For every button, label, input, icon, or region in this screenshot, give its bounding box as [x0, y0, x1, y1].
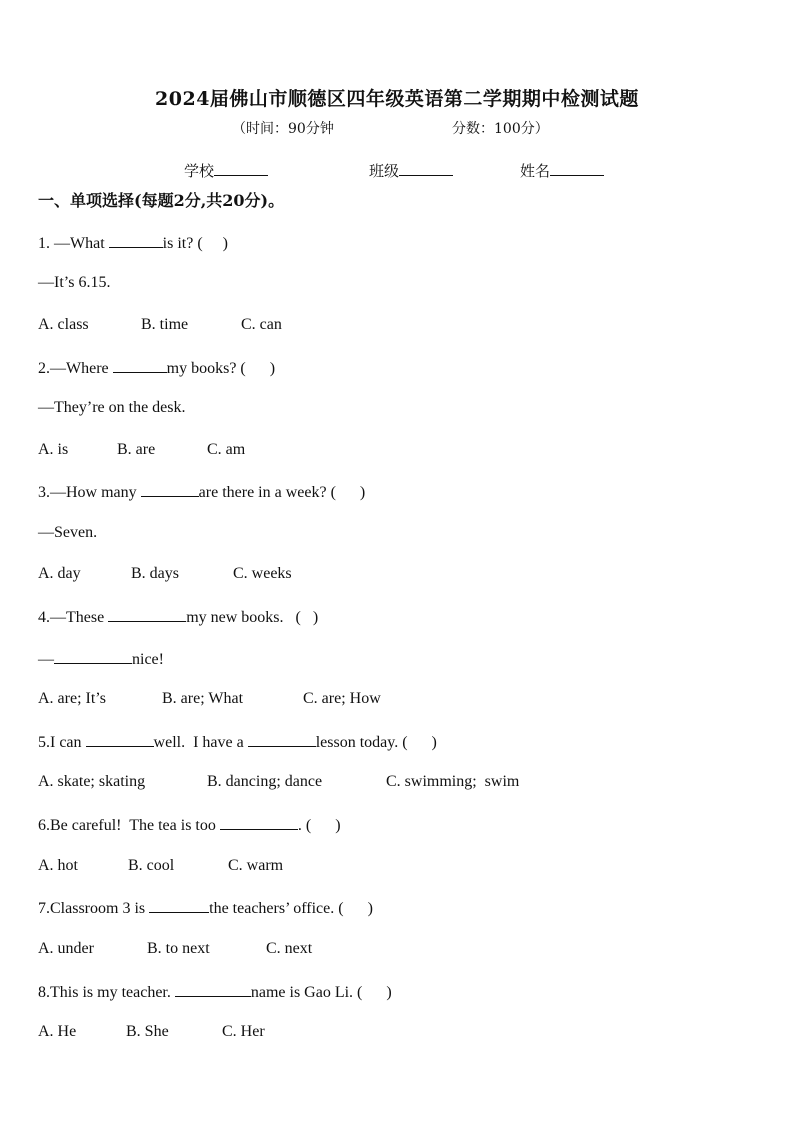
question-text: is it? ( ): [162, 235, 228, 252]
option-b[interactable]: B. to next: [147, 940, 210, 957]
option-b[interactable]: B. dancing; dance: [207, 773, 323, 790]
name-field: [520, 159, 604, 181]
question-text: 1. —What: [38, 235, 109, 252]
answer-blank[interactable]: [86, 732, 154, 747]
reply-3: —Seven.: [38, 524, 98, 541]
options-3: [38, 565, 292, 583]
question-text: my new books. ( ): [186, 609, 319, 626]
option-a[interactable]: A. are; It’s: [38, 690, 106, 707]
answer-blank[interactable]: [108, 607, 186, 622]
option-c[interactable]: C. warm: [228, 857, 284, 874]
option-a[interactable]: A. hot: [38, 857, 78, 874]
question-8: [38, 982, 392, 1002]
option-b[interactable]: B. are; What: [162, 690, 244, 707]
school-field: [184, 159, 268, 181]
option-a[interactable]: A. class: [38, 316, 89, 333]
answer-blank[interactable]: [54, 649, 132, 664]
reply-4: [38, 649, 164, 669]
question-text: 5.I can: [38, 734, 86, 751]
option-c[interactable]: C. swimming; swim: [386, 773, 520, 790]
question-5: [38, 732, 437, 752]
question-text: 4.—These: [38, 609, 109, 626]
question-text: the teachers’ office. ( ): [209, 900, 373, 917]
question-7: [38, 898, 373, 918]
question-text: are there in a week? ( ): [198, 484, 366, 501]
question-text: lesson today. ( ): [315, 734, 437, 751]
question-text: 3.—How many: [38, 484, 141, 501]
question-4: [38, 607, 318, 627]
reply-text: nice!: [132, 651, 164, 668]
option-c[interactable]: C. next: [266, 940, 313, 957]
name-label: 姓名: [520, 162, 551, 180]
options-7: [38, 940, 312, 958]
question-text: 2.—Where: [38, 360, 113, 377]
option-a[interactable]: A. under: [38, 940, 94, 957]
options-6: [38, 857, 283, 875]
answer-blank[interactable]: [175, 982, 251, 997]
time-note: （时间：90分钟: [232, 121, 334, 137]
option-c[interactable]: C. Her: [222, 1023, 265, 1040]
answer-blank[interactable]: [248, 732, 316, 747]
option-b[interactable]: B. days: [131, 565, 179, 582]
option-c[interactable]: C. am: [207, 441, 246, 458]
options-4: [38, 690, 381, 708]
reply-1: —It’s 6.15.: [38, 274, 111, 291]
option-b[interactable]: B. are: [117, 441, 156, 458]
reply-2: —They’re on the desk.: [38, 399, 186, 416]
section-heading: 一、单项选择(每题2分,共20分)。: [38, 191, 285, 210]
option-c[interactable]: C. are; How: [303, 690, 381, 707]
option-c[interactable]: C. can: [241, 316, 282, 333]
class-label: 班级: [369, 162, 400, 180]
question-text: 8.This is my teacher.: [38, 984, 175, 1001]
school-label: 学校: [184, 162, 215, 180]
question-text: 6.Be careful! The tea is too: [38, 817, 220, 834]
options-8: [38, 1023, 265, 1041]
question-1: [38, 233, 228, 253]
answer-blank[interactable]: [109, 233, 163, 248]
options-1: [38, 316, 282, 334]
question-2: [38, 358, 275, 378]
option-b[interactable]: B. time: [141, 316, 189, 333]
option-b[interactable]: B. cool: [128, 857, 175, 874]
question-text: 7.Classroom 3 is: [38, 900, 150, 917]
class-blank[interactable]: [399, 159, 453, 176]
question-6: [38, 815, 341, 835]
answer-blank[interactable]: [149, 898, 209, 913]
page-title: 2024届佛山市顺德区四年级英语第二学期期中检测试题: [155, 88, 639, 110]
question-text: name is Gao Li. ( ): [250, 984, 392, 1001]
option-a[interactable]: A. is: [38, 441, 69, 458]
option-a[interactable]: A. skate; skating: [38, 773, 146, 790]
score-note: 分数：100分）: [452, 121, 549, 137]
answer-blank[interactable]: [220, 815, 298, 830]
option-c[interactable]: C. weeks: [233, 565, 292, 582]
options-5: [38, 773, 519, 791]
question-text: my books? ( ): [166, 360, 276, 377]
name-blank[interactable]: [550, 159, 604, 176]
answer-blank[interactable]: [113, 358, 167, 373]
option-b[interactable]: B. She: [126, 1023, 169, 1040]
question-text: well. I have a: [153, 734, 248, 751]
option-a[interactable]: A. He: [38, 1023, 77, 1040]
school-blank[interactable]: [214, 159, 268, 176]
answer-blank[interactable]: [141, 482, 199, 497]
reply-text: —: [38, 651, 54, 668]
question-3: [38, 482, 365, 502]
class-field: [369, 159, 453, 181]
question-text: . ( ): [297, 817, 341, 834]
options-2: [38, 441, 245, 459]
option-a[interactable]: A. day: [38, 565, 81, 582]
